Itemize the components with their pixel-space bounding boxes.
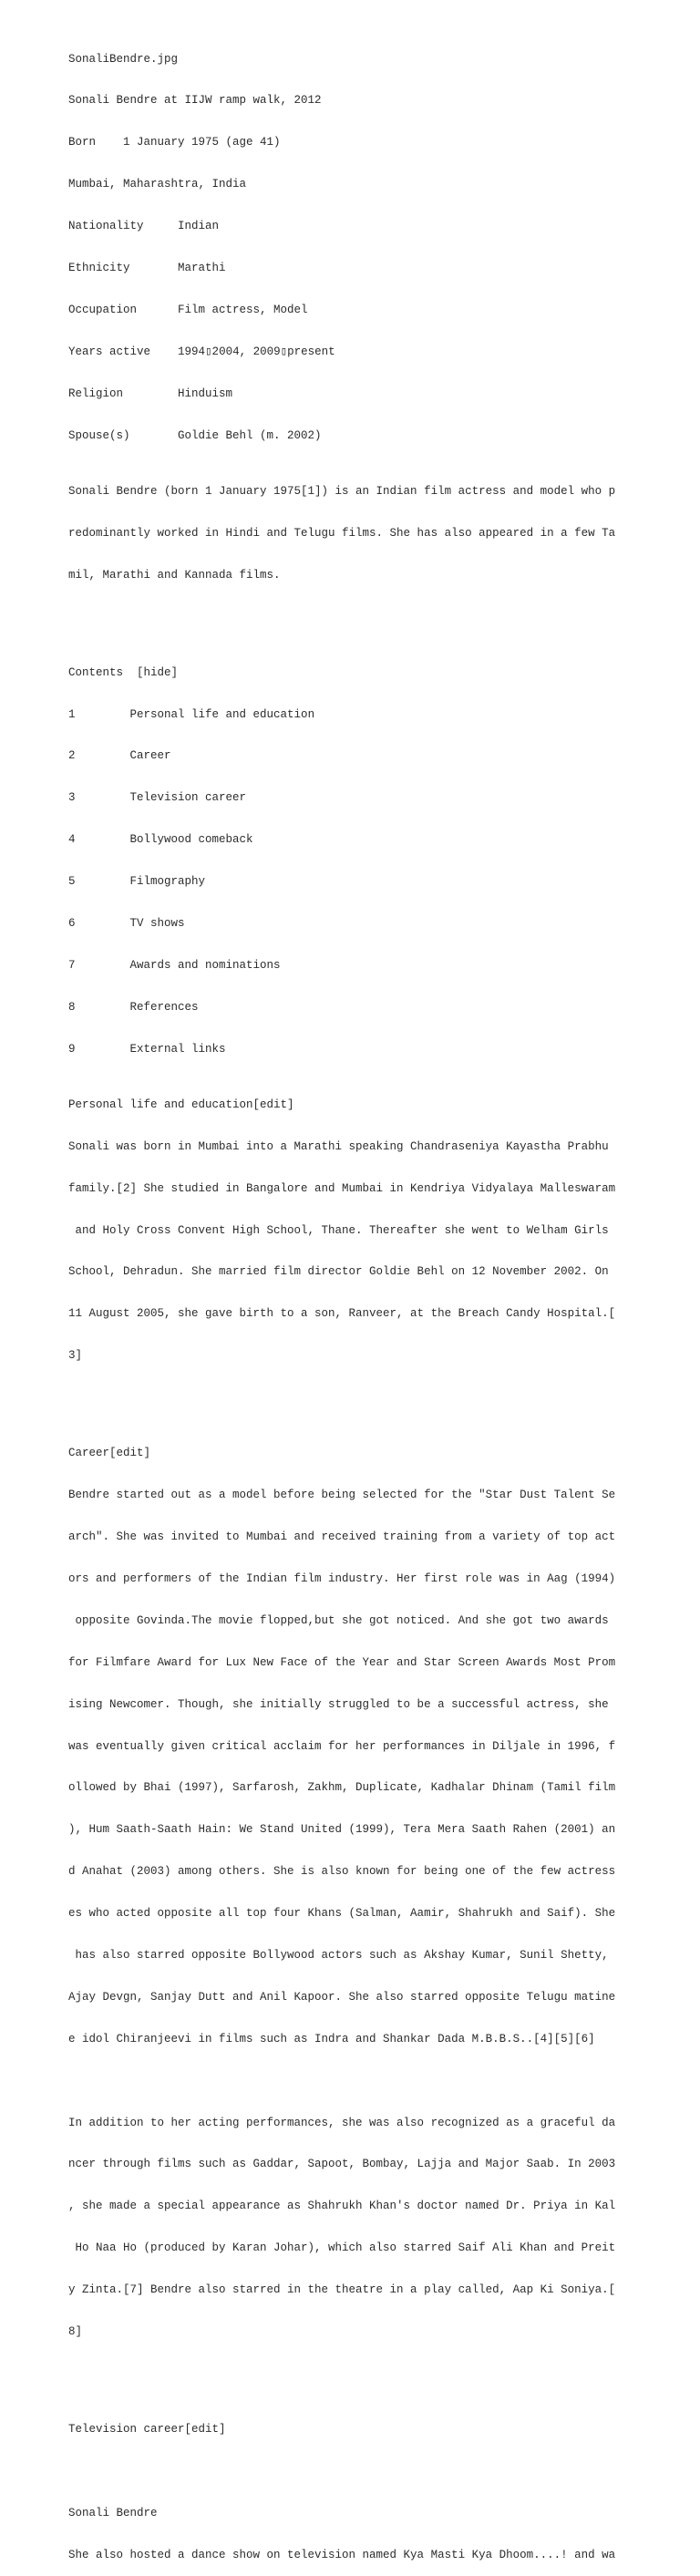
paragraph-line: es who acted opposite all top four Khans (Salman, Aamir, Shahrukh and Saif). She bbox=[68, 1907, 616, 1921]
infobox-row-ethnicity bbox=[68, 262, 624, 275]
infobox-image-caption: Sonali Bendre at IIJW ramp walk, 2012 bbox=[68, 94, 322, 108]
infobox-spouse-label: Spouse(s) bbox=[68, 428, 130, 442]
infobox-row-nationality bbox=[68, 220, 624, 233]
infobox-ethnicity-label: Ethnicity bbox=[68, 262, 130, 275]
toc-item-label[interactable]: Filmography bbox=[129, 875, 206, 889]
paragraph-line: In addition to her acting performances, she was also recognized as a graceful da bbox=[68, 2116, 616, 2129]
toc-item[interactable] bbox=[68, 833, 624, 847]
toc-item[interactable] bbox=[68, 791, 624, 805]
paragraph-line: for Filmfare Award for Lux New Face of the Year and Star Screen Awards Most Prom bbox=[68, 1655, 616, 1669]
infobox-row-religion bbox=[68, 387, 624, 401]
intro-line: mil, Marathi and Kannada films. bbox=[68, 568, 281, 582]
paragraph-line: e idol Chiranjeevi in films such as Indra and Shankar Dada M.B.B.S..[4][5][6] bbox=[68, 2032, 595, 2045]
toc-item-label[interactable]: Career bbox=[129, 749, 171, 763]
paragraph-line: ollowed by Bhai (1997), Sarfarosh, Zakhm, Duplicate, Kadhalar Dhinam (Tamil film bbox=[68, 1781, 616, 1795]
infobox-image-filename[interactable]: SonaliBendre.jpg bbox=[68, 52, 179, 66]
infobox-born-label: Born bbox=[68, 136, 97, 149]
paragraph-line: Sonali was born in Mumbai into a Marathi speaking Chandraseniya Kayastha Prabhu bbox=[68, 1139, 609, 1153]
article-text bbox=[68, 25, 624, 2576]
paragraph-line: Ajay Devgn, Sanjay Dutt and Anil Kapoor. She also starred opposite Telugu matine bbox=[68, 1990, 616, 2004]
spacer bbox=[68, 1391, 624, 1405]
paragraph-line: 3] bbox=[68, 1349, 83, 1363]
paragraph-line: She also hosted a dance show on television named Kya Masti Kya Dhoom....! and wa bbox=[68, 2548, 616, 2561]
toc-item-number: 6 bbox=[68, 917, 76, 930]
infobox-years-active-value: 1994▯2004, 2009▯present bbox=[178, 345, 335, 358]
infobox-years-active-label: Years active bbox=[68, 345, 151, 358]
infobox-row-born bbox=[68, 136, 624, 149]
paragraph-line: ncer through films such as Gaddar, Sapoot, Bombay, Lajja and Major Saab. In 2003 bbox=[68, 2158, 616, 2171]
paragraph-line: arch". She was invited to Mumbai and received training from a variety of top act bbox=[68, 1530, 616, 1544]
paragraph-line: Bendre started out as a model before being selected for the "Star Dust Talent Se bbox=[68, 1489, 616, 1502]
paragraph-line: was eventually given critical acclaim for her performances in Diljale in 1996, f bbox=[68, 1739, 616, 1753]
infobox-nationality-value[interactable]: Indian bbox=[178, 220, 220, 233]
toc-item-number: 9 bbox=[68, 1042, 76, 1056]
toc-item-label[interactable]: Personal life and education bbox=[129, 707, 315, 721]
toc-item-label[interactable]: Television career bbox=[129, 791, 247, 805]
infobox-nationality-label: Nationality bbox=[68, 220, 144, 233]
paragraph-line: d Anahat (2003) among others. She is also known for being one of the few actress bbox=[68, 1865, 616, 1879]
infobox-religion-value[interactable]: Hinduism bbox=[178, 386, 233, 400]
paragraph-line: Ho Naa Ho (produced by Karan Johar), which also starred Saif Ali Khan and Preit bbox=[68, 2241, 616, 2255]
paragraph-line: and Holy Cross Convent High School, Thane. Thereafter she went to Welham Girls bbox=[68, 1223, 609, 1237]
toc-item-number: 1 bbox=[68, 707, 76, 721]
paragraph-line: ors and performers of the Indian film industry. Her first role was in Aag (1994) bbox=[68, 1571, 616, 1585]
toc-item-number: 3 bbox=[68, 791, 76, 805]
toc-hide-toggle[interactable]: [hide] bbox=[137, 665, 179, 679]
infobox-row-spouse bbox=[68, 429, 624, 443]
spacer bbox=[68, 610, 624, 623]
toc-item[interactable] bbox=[68, 708, 624, 722]
image-caption: Sonali Bendre bbox=[68, 2506, 158, 2519]
spacer bbox=[68, 2465, 624, 2478]
infobox-religion-label: Religion bbox=[68, 386, 124, 400]
toc-item-label[interactable]: References bbox=[129, 1000, 199, 1014]
toc-item[interactable] bbox=[68, 959, 624, 973]
infobox-occupation-value: Film actress, Model bbox=[178, 303, 308, 316]
toc-heading: Contents bbox=[68, 665, 124, 679]
paragraph-line: , she made a special appearance as Shahrukh Khan's doctor named Dr. Priya in Kal bbox=[68, 2200, 616, 2213]
paragraph-line: 8] bbox=[68, 2324, 83, 2338]
toc-item-label[interactable]: Bollywood comeback bbox=[129, 833, 253, 847]
infobox-occupation-label: Occupation bbox=[68, 303, 138, 316]
toc-item[interactable] bbox=[68, 917, 624, 931]
spacer bbox=[68, 2075, 624, 2088]
toc-item-number: 7 bbox=[68, 958, 76, 972]
intro-line: redominantly worked in Hindi and Telugu films. She has also appeared in a few Ta bbox=[68, 526, 616, 540]
toc-item-label[interactable]: Awards and nominations bbox=[129, 958, 281, 972]
paragraph-line: family.[2] She studied in Bangalore and Mumbai in Kendriya Vidyalaya Malleswaram bbox=[68, 1181, 616, 1195]
infobox-born-value: 1 January 1975 (age 41) bbox=[123, 136, 281, 149]
toc-item-number: 4 bbox=[68, 833, 76, 847]
section-heading-career: Career[edit] bbox=[68, 1447, 151, 1460]
paragraph-line: 11 August 2005, she gave birth to a son, Ranveer, at the Breach Candy Hospital.[ bbox=[68, 1307, 616, 1321]
toc-item[interactable] bbox=[68, 1043, 624, 1056]
paragraph-line: ising Newcomer. Though, she initially struggled to be a successful actress, she bbox=[68, 1697, 609, 1711]
paragraph-line: School, Dehradun. She married film director Goldie Behl on 12 November 2002. On bbox=[68, 1265, 609, 1279]
section-heading-personal: Personal life and education[edit] bbox=[68, 1097, 294, 1111]
section-heading-television: Television career[edit] bbox=[68, 2423, 226, 2437]
intro-line: Sonali Bendre (born 1 January 1975[1]) is an Indian film actress and model who p bbox=[68, 484, 616, 498]
toc-item[interactable] bbox=[68, 749, 624, 763]
toc-item-number: 5 bbox=[68, 875, 76, 889]
infobox-ethnicity-value[interactable]: Marathi bbox=[178, 262, 226, 275]
paragraph-line: has also starred opposite Bollywood actors such as Akshay Kumar, Sunil Shetty, bbox=[68, 1948, 609, 1962]
paragraph-line: y Zinta.[7] Bendre also starred in the theatre in a play called, Aap Ki Soniya.[ bbox=[68, 2283, 616, 2297]
infobox-row-years-active bbox=[68, 345, 624, 359]
infobox-spouse-value[interactable]: Goldie Behl (m. 2002) bbox=[178, 428, 322, 442]
spacer bbox=[68, 2367, 624, 2381]
toc-item[interactable] bbox=[68, 1001, 624, 1015]
toc-item[interactable] bbox=[68, 875, 624, 889]
paragraph-line: opposite Govinda.The movie flopped,but she got noticed. And she got two awards bbox=[68, 1613, 609, 1627]
infobox-birthplace[interactable]: Mumbai, Maharashtra, India bbox=[68, 178, 247, 191]
toc-item-number: 2 bbox=[68, 749, 76, 763]
toc-item-number: 8 bbox=[68, 1000, 76, 1014]
toc-header bbox=[68, 666, 624, 680]
infobox-row-occupation bbox=[68, 304, 624, 317]
toc-item-label[interactable]: External links bbox=[129, 1042, 226, 1056]
paragraph-line: ), Hum Saath-Saath Hain: We Stand United (1999), Tera Mera Saath Rahen (2001) an bbox=[68, 1823, 616, 1837]
toc-item-label[interactable]: TV shows bbox=[129, 917, 185, 930]
